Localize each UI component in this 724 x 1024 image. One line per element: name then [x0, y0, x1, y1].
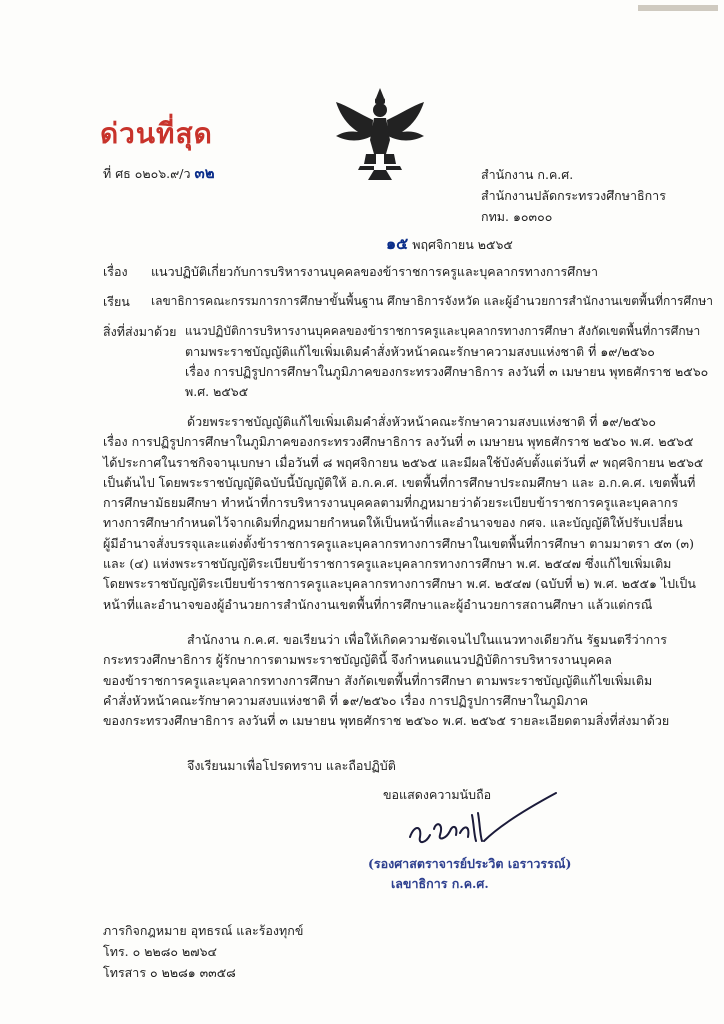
document-date	[386, 232, 513, 257]
enclosure-label: สิ่งที่ส่งมาด้วย	[103, 324, 177, 339]
p1-line-9: โดยพระราชบัญญัติระเบียบข้าราชการครูและบุคลากรทางการศึกษา พ.ศ. ๒๕๔๗ (ฉบับที่ ๒) พ.ศ. ๒๕๕๑ ไปเป็น	[103, 576, 696, 592]
edge-mark-icon	[638, 5, 718, 13]
reference-number	[103, 161, 215, 185]
urgent-label: ด่วนที่สุด	[100, 117, 213, 150]
footer-fax: โทรสาร ๐ ๒๒๘๑ ๓๓๕๘	[103, 965, 236, 980]
garuda-emblem-icon	[330, 84, 430, 184]
handwritten-signature-icon	[400, 785, 560, 855]
p1-line-5: การศึกษามัธยมศึกษา ทำหน้าที่การบริหารงานบุคคลตามที่กฎหมายว่าด้วยระเบียบข้าราชการครูและบุคลากร	[103, 495, 679, 511]
subject-label: เรื่อง	[103, 264, 128, 279]
p1-line-4: เป็นต้นไป โดยพระราชบัญญัติฉบับนี้บัญญัติให้ อ.ก.ค.ศ. เขตพื้นที่การศึกษาประถมศึกษา และ อ.ก.ค.ศ. เขตพื้นที่	[103, 474, 696, 490]
footer-department: ภารกิจกฎหมาย อุทธรณ์ และร้องทุกข์	[103, 923, 304, 938]
issuing-office-address	[481, 164, 666, 227]
p1-line-10: หน้าที่และอำนาจของผู้อำนวยการสำนักงานเขตพื้นที่การศึกษาและผู้อำนวยการสถานศึกษา แล้วแต่กรณี	[103, 596, 653, 612]
recipient-label: เรียน	[103, 294, 130, 309]
p1-line-3: ได้ประกาศในราชกิจจานุเบกษา เมื่อวันที่ ๘ พฤศจิกายน ๒๕๖๕ และมีผลใช้บังคับตั้งแต่วันที่ ๙ พฤศจิกายน ๒๕๖๕	[103, 454, 704, 470]
closing-salutation: ขอแสดงความนับถือ	[383, 787, 492, 802]
p2-line-3: ของข้าราชการครูและบุคลากรทางการศึกษา สังกัดเขตพื้นที่การศึกษา ตามพระราชบัญญัติแก้ไขเพิ่มเติม	[103, 672, 653, 688]
p1-line-6: ทางการศึกษากำหนดไว้จากเดิมที่กฎหมายกำหนดให้เป็นหน้าที่และอำนาจของ กศจ. และบัญญัติให้ปรับเปลี่ยน	[103, 515, 683, 531]
signer-name: (รองศาสตราจารย์ประวิต เอราวรรณ์)	[368, 856, 572, 871]
footer-phone: โทร. ๐ ๒๒๘๐ ๒๗๖๔	[103, 944, 217, 959]
p3-text: จึงเรียนมาเพื่อโปรดทราบ และถือปฏิบัติ	[187, 758, 396, 773]
signer-position: เลขาธิการ ก.ค.ศ.	[391, 876, 489, 891]
enclosure-line-4: พ.ศ. ๒๕๖๕	[185, 384, 249, 399]
p2-line-1: สำนักงาน ก.ค.ศ. ขอเรียนว่า เพื่อให้เกิดความชัดเจนไปในแนวทางเดียวกัน รัฐมนตรีว่าการ	[187, 632, 668, 647]
p1-line-2: เรื่อง การปฏิรูปการศึกษาในภูมิภาคของกระทรวงศึกษาธิการ ลงวันที่ ๓ เมษายน พุทธศักราช ๒๕๖๐ พ.ศ. ๒๕๖๕	[103, 434, 694, 450]
recipient-text: เลขาธิการคณะกรรมการการศึกษาขั้นพื้นฐาน ศึกษาธิการจังหวัด และผู้อำนวยการสำนักงานเขตพื้นที่การศึกษา	[151, 294, 713, 308]
paragraph-3	[103, 756, 693, 776]
enclosure-line-3: เรื่อง การปฏิรูปการศึกษาในภูมิภาคของกระทรวงศึกษาธิการ ลงวันที่ ๓ เมษายน พุทธศักราช ๒๕๖๐	[185, 364, 709, 379]
office-line-2: สำนักงานปลัดกระทรวงศึกษาธิการ	[481, 188, 666, 203]
office-line-1: สำนักงาน ก.ค.ศ.	[481, 167, 574, 182]
enclosure-line-2: ตามพระราชบัญญัติแก้ไขเพิ่มเติมคำสั่งหัวหน้าคณะรักษาความสงบแห่งชาติ ที่ ๑๙/๒๕๖๐	[185, 344, 655, 359]
p1-line-7: ผู้มีอำนาจสั่งบรรจุและแต่งตั้งข้าราชการครูและบุคลากรทางการศึกษาในเขตพื้นที่การศึกษา ตามมาตรา ๕๓ (๓)	[103, 535, 694, 551]
reference-number-handwritten: ๓๒	[194, 164, 215, 182]
paragraph-2	[103, 630, 693, 731]
enclosure-line-1: แนวปฏิบัติการบริหารงานบุคคลของข้าราชการครูและบุคลากรทางการศึกษา สังกัดเขตพื้นที่การศึกษา	[185, 324, 701, 338]
date-month-year: พฤศจิกายน ๒๕๖๕	[412, 237, 513, 252]
contact-footer	[103, 920, 303, 983]
p1-line-1: ด้วยพระราชบัญญัติแก้ไขเพิ่มเติมคำสั่งหัวหน้าคณะรักษาความสงบแห่งชาติ ที่ ๑๙/๒๕๖๐	[187, 414, 657, 429]
reference-prefix: ที่ ศธ ๐๒๐๖.๙/ว	[103, 166, 191, 181]
subject-text: แนวปฏิบัติเกี่ยวกับการบริหารงานบุคคลของข้าราชการครูและบุคลากรทางการศึกษา	[151, 264, 599, 279]
p2-line-2: กระทรวงศึกษาธิการ ผู้รักษาการตามพระราชบัญญัตินี้ จึงกำหนดแนวปฏิบัติการบริหารงานบุคคล	[103, 652, 612, 668]
date-day-handwritten: ๑๕	[386, 234, 409, 253]
p1-line-8: และ (๔) แห่งพระราชบัญญัติระเบียบข้าราชการครูและบุคลากรทางการศึกษา พ.ศ. ๒๕๔๗ ซึ่งแก้ไขเพิ่มเติม	[103, 556, 672, 572]
office-line-3: กทม. ๑๐๓๐๐	[481, 209, 553, 224]
paragraph-1	[103, 412, 704, 615]
p2-line-5: ของกระทรวงศึกษาธิการ ลงวันที่ ๓ เมษายน พุทธศักราช ๒๕๖๐ พ.ศ. ๒๕๖๕ รายละเอียดตามสิ่งที่ส่งมาด้วย	[103, 713, 670, 729]
p2-line-4: คำสั่งหัวหน้าคณะรักษาความสงบแห่งชาติ ที่ ๑๙/๒๕๖๐ เรื่อง การปฏิรูปการศึกษาในภูมิภาค	[103, 692, 589, 708]
